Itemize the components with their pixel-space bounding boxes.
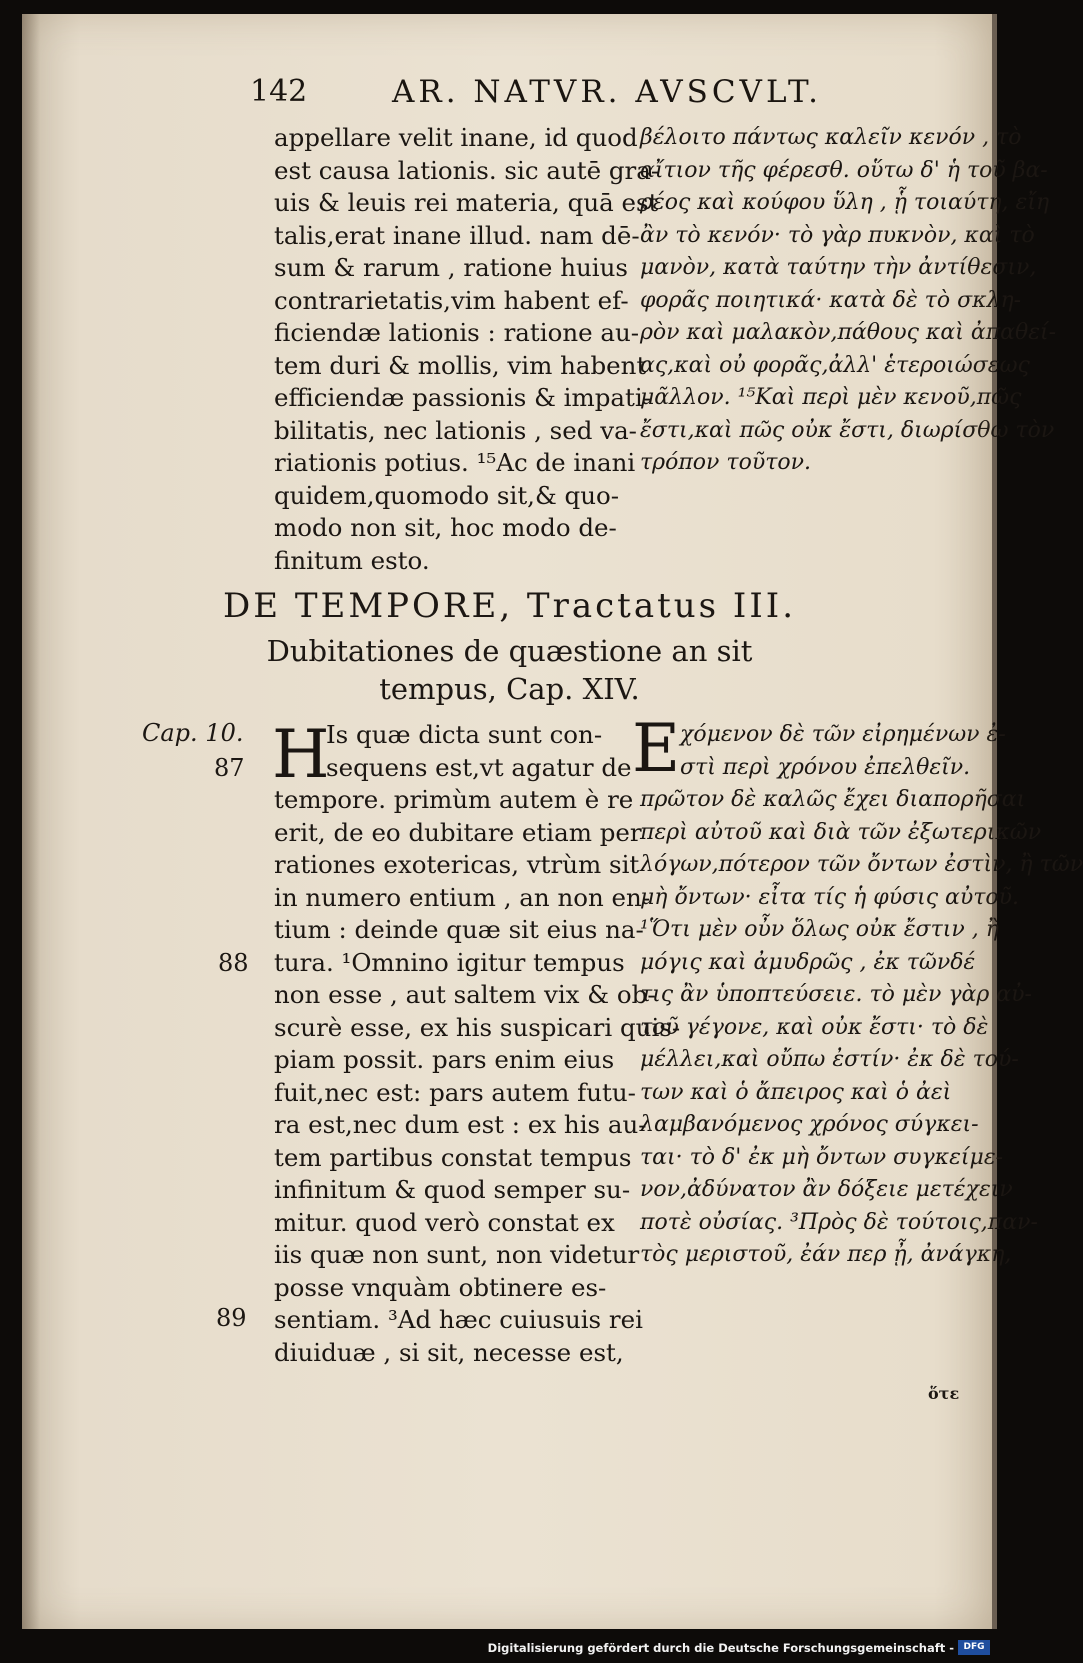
text-line: in numero entium , an non en- bbox=[274, 882, 651, 912]
book-page bbox=[22, 14, 1083, 1629]
text-line: τὸς μεριστοῦ, ἐάν περ ᾖ, ἀνάγκη, bbox=[640, 1242, 1012, 1267]
text-line: sentiam. ³Ad hæc cuiusuis rei bbox=[274, 1305, 643, 1334]
text-line: μᾶλλον. ¹⁵Καὶ περὶ μὲν κενοῦ,πῶς bbox=[640, 385, 1022, 410]
text-line: χόμενον δὲ τῶν εἰρημένων ἐ- bbox=[680, 722, 1006, 747]
treatise-title: DE TEMPORE, Tractatus III. bbox=[222, 586, 797, 626]
text-line: contrarietatis,vim habent ef- bbox=[274, 285, 629, 315]
text-line: λόγων,πότερον τῶν ὄντων ἐστὶν, ἢ τῶν bbox=[640, 852, 1083, 877]
text-line: λαμβανόμενος χρόνος σύγκει- bbox=[640, 1112, 979, 1137]
text-line: των καὶ ὁ ἄπειρος καὶ ὁ ἀεὶ bbox=[640, 1079, 952, 1105]
text-line: uis & leuis rei materia, quā est bbox=[274, 188, 659, 217]
footer-credit: Digitalisierung gefördert durch die Deutsche Forschungsgemeinschaft - bbox=[487, 1641, 954, 1655]
text-line: tem partibus constat tempus bbox=[274, 1142, 632, 1172]
text-line: τρόπον τοῦτον. bbox=[640, 450, 811, 475]
text-line: talis,erat inane illud. nam dē- bbox=[274, 220, 640, 250]
text-line: scurè esse, ex his suspicari quis- bbox=[274, 1012, 681, 1042]
page-header bbox=[22, 74, 992, 124]
catchword: ὅτε bbox=[928, 1384, 960, 1403]
text-line: μανὸν, κατὰ ταύτην τὴν ἀντίθεσιν, bbox=[640, 255, 1037, 280]
text-line: posse vnquàm obtinere es- bbox=[274, 1272, 607, 1302]
text-line: ficiendæ lationis : ratione au- bbox=[274, 318, 640, 347]
running-title: AR. NATVR. AVSCVLT. bbox=[392, 74, 822, 110]
text-line: finitum esto. bbox=[274, 545, 430, 575]
text-line: sum & rarum , ratione huius bbox=[274, 253, 628, 282]
page-number: 142 bbox=[250, 74, 308, 109]
text-line: ἂν τὸ κενόν· τὸ γὰρ πυκνὸν, καὶ τὸ bbox=[640, 222, 1035, 248]
text-line: riationis potius. ¹⁵Ac de inani bbox=[274, 448, 636, 477]
text-line: μέλλει,καὶ οὔπω ἐστίν· ἐκ δὲ τού- bbox=[640, 1047, 1019, 1072]
greek-column-bottom bbox=[640, 719, 1083, 1272]
text-line: αἴτιον τῆς φέρεσθ. οὕτω δ' ἡ τοῦ βα- bbox=[640, 157, 1048, 183]
text-line: ρὸν καὶ μαλακὸν,πάθους καὶ ἀπαθεί- bbox=[640, 320, 1057, 345]
text-line: erit, de eo dubitare etiam per bbox=[274, 817, 642, 847]
text-line: ποτὲ οὐσίας. ³Πρὸς δὲ τούτοις,παν- bbox=[640, 1209, 1038, 1235]
greek-column-top bbox=[640, 122, 1057, 480]
text-line: fuit,nec est: pars autem futu- bbox=[274, 1077, 636, 1107]
text-line: iis quæ non sunt, non videtur bbox=[274, 1240, 640, 1269]
margin-number-87: 87 bbox=[214, 754, 245, 782]
text-line: est causa lationis. sic autē gra- bbox=[274, 155, 660, 185]
text-line: ρέος καὶ κούφου ὕλη , ᾗ τοιαύτη, εἴη bbox=[640, 190, 1050, 215]
margin-chapter-label: Cap. 10. bbox=[142, 719, 244, 747]
chapter-title-line1: Dubitationes de quæstione an sit bbox=[266, 634, 753, 668]
text-line: efficiendæ passionis & impati- bbox=[274, 383, 651, 412]
margin-number-89: 89 bbox=[216, 1304, 247, 1332]
text-line: tem duri & mollis, vim habent bbox=[274, 350, 647, 380]
digitization-footer bbox=[0, 1634, 1000, 1663]
text-line: νον,ἀδύνατον ἂν δόξειε μετέχειν bbox=[640, 1177, 1013, 1202]
text-line: diuiduæ , si sit, necesse est, bbox=[274, 1337, 624, 1367]
latin-drop-cap: H bbox=[272, 716, 330, 793]
text-line: ται· τὸ δ' ἐκ μὴ ὄντων συγκείμε- bbox=[640, 1144, 1004, 1170]
text-line: ¹Ὅτι μὲν οὖν ὅλως οὐκ ἔστιν , ἢ bbox=[640, 917, 999, 942]
text-line: tura. ¹Omnino igitur tempus bbox=[274, 947, 625, 977]
text-line: φορᾶς ποιητικά· κατὰ δὲ τὸ σκλη- bbox=[640, 287, 1022, 313]
text-line: quidem,quomodo sit,& quo- bbox=[274, 480, 620, 510]
text-line: Is quæ dicta sunt con- bbox=[326, 720, 603, 749]
text-line: infinitum & quod semper su- bbox=[274, 1175, 631, 1204]
text-line: piam possit. pars enim eius bbox=[274, 1045, 615, 1074]
text-line: sequens est,vt agatur de bbox=[326, 752, 632, 782]
text-line: στὶ περὶ χρόνου ἐπελθεῖν. bbox=[680, 754, 971, 780]
margin-number-88: 88 bbox=[218, 949, 249, 977]
text-line: tempore. primùm autem è re bbox=[274, 785, 634, 814]
text-line: μόγις καὶ ἀμυδρῶς , ἐκ τῶνδέ bbox=[640, 949, 976, 975]
text-line: περὶ αὐτοῦ καὶ διὰ τῶν ἐξωτερικῶν bbox=[640, 819, 1042, 845]
text-line: rationes exotericas, vtrùm sit bbox=[274, 850, 640, 879]
text-line: non esse , aut saltem vix & ob- bbox=[274, 980, 656, 1009]
text-line: τοῦ γέγονε, καὶ οὐκ ἔστι· τὸ δὲ bbox=[640, 1014, 989, 1040]
text-line: appellare velit inane, id quod bbox=[274, 123, 638, 152]
text-line: modo non sit, hoc modo de- bbox=[274, 513, 617, 542]
latin-column-bottom bbox=[272, 716, 681, 1369]
latin-column-top bbox=[274, 122, 660, 577]
chapter-title-line2: tempus, Cap. XIV. bbox=[379, 672, 640, 706]
text-line: ας,καὶ οὐ φορᾶς,ἀλλ' ἑτεροιώσεως bbox=[640, 352, 1030, 378]
text-line: βέλοιτο πάντως καλεῖν κενόν , τὸ bbox=[640, 125, 1022, 150]
text-line: πρῶτον δὲ καλῶς ἔχει διαπορῆσαι bbox=[640, 787, 1026, 812]
text-line: μὴ ὄντων· εἶτα τίς ἡ φύσις αὐτοῦ. bbox=[640, 884, 1020, 910]
text-line: mitur. quod verò constat ex bbox=[274, 1207, 615, 1237]
text-line: bilitatis, nec lationis , sed va- bbox=[274, 415, 637, 445]
page-gutter-shadow bbox=[22, 14, 40, 1629]
text-line: τις ἂν ὑποπτεύσειε. τὸ μὲν γὰρ αὐ- bbox=[640, 982, 1032, 1007]
text-line: tium : deinde quæ sit eius na- bbox=[274, 915, 644, 944]
text-line: ἔστι,καὶ πῶς οὐκ ἔστι, διωρίσθω τὸν bbox=[640, 417, 1055, 443]
greek-drop-cap: E bbox=[632, 710, 681, 787]
text-line: ra est,nec dum est : ex his au- bbox=[274, 1110, 647, 1139]
dfg-logo: DFG bbox=[958, 1640, 990, 1655]
